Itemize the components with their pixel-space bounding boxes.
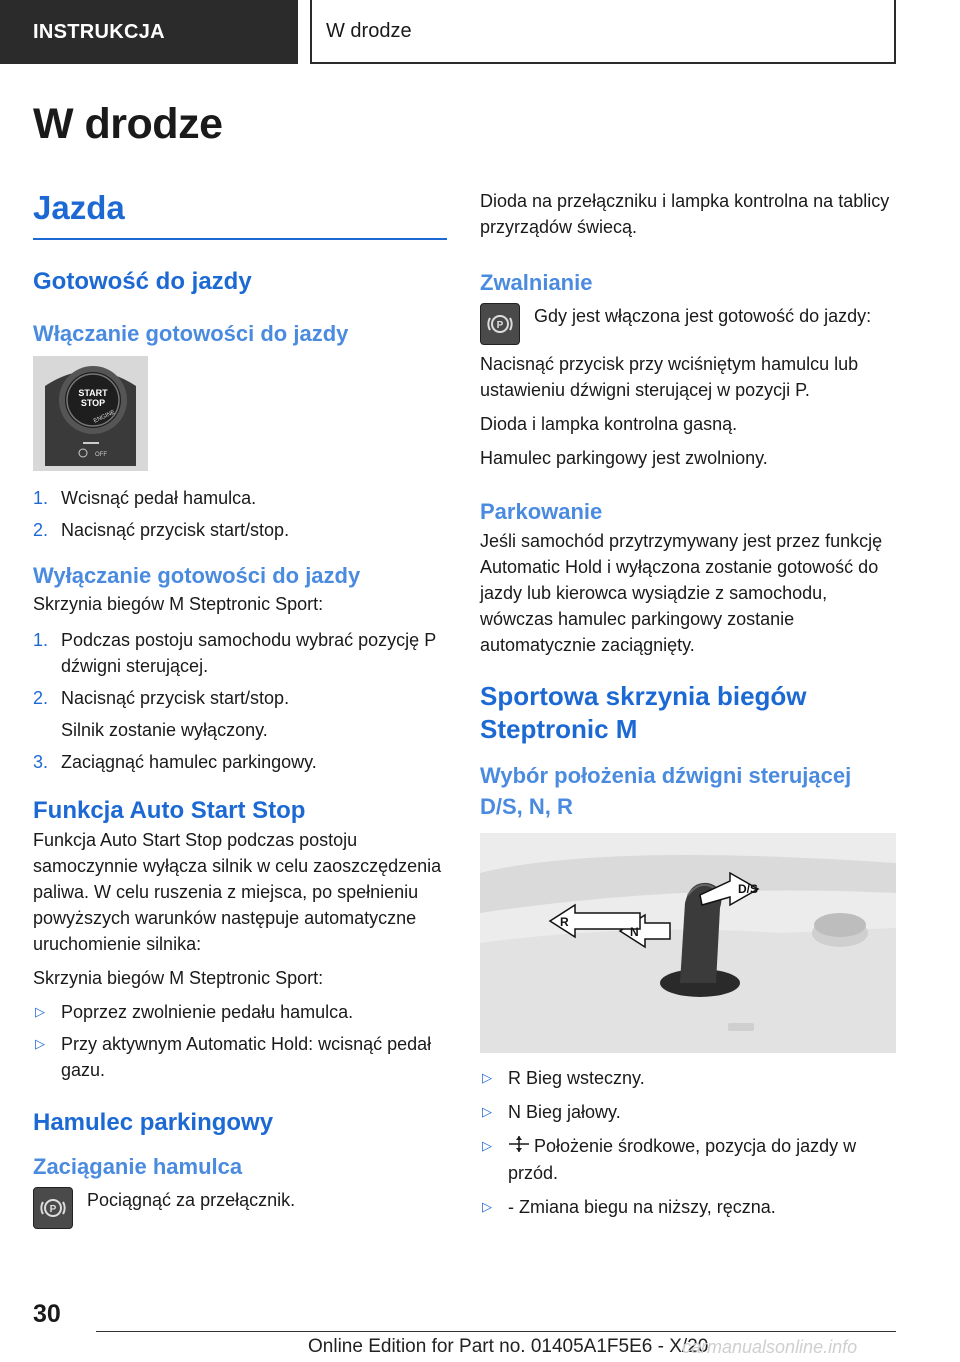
zwalnianie-p3: Hamulec parkingowy jest zwolniony. <box>480 447 768 468</box>
heading-wylaczanie: Wyłączanie gotowości do jazdy <box>33 562 361 588</box>
list-item: 2. Nacisnąć przycisk start/stop. <box>33 519 290 540</box>
heading-zaciaganie: Zaciąganie hamulca <box>33 1153 243 1179</box>
svg-text:P: P <box>49 1203 57 1215</box>
gear-ds-label: D/S <box>738 881 759 896</box>
list-item: ▷ Przy aktywnym Automatic Hold: wcisnąć pedał gazu. <box>33 1031 447 1083</box>
bullet-triangle-icon: ▷ <box>482 1137 492 1153</box>
parking-brake-icon <box>480 303 520 345</box>
bullet-triangle-icon: ▷ <box>35 1003 45 1019</box>
heading-jazda: Jazda <box>33 189 125 226</box>
right-column <box>480 188 896 1220</box>
watermark: carmanualsonline.info <box>682 1337 858 1357</box>
gear-r-label: R <box>560 914 569 929</box>
list-item: ▷ N Bieg jałowy. <box>480 1099 896 1125</box>
list-item: 3. Zaciągnąć hamulec parkingowy. <box>33 752 317 773</box>
manual-tab[interactable]: INSTRUKCJA <box>0 0 298 64</box>
zwalnianie-row <box>480 303 896 345</box>
footer-rule <box>96 1331 896 1332</box>
svg-text:P: P <box>496 319 504 331</box>
auto-bullets <box>33 999 447 1083</box>
parkowanie-text: Jeśli samochód przytrzymywany jest przez funkcję Automatic Hold i wyłączona zostanie gotowość do jazdy lub kierowca wysiądzie z samochodu, wówczas hamulec parkingowy zostanie automatycznie zaciągnięty. <box>480 530 883 655</box>
bullet-triangle-icon: ▷ <box>35 1035 45 1051</box>
heading-rule <box>33 238 447 240</box>
bullet-triangle-icon: ▷ <box>482 1069 492 1085</box>
heading-auto-start-stop: Funkcja Auto Start Stop <box>33 797 306 825</box>
edition-text: Online Edition for Part no. 01405A1F5E6 - X/20 <box>308 1336 709 1357</box>
wlaczanie-steps <box>33 485 447 543</box>
zwalnianie-line2: Nacisnąć przycisk przy wciśniętym hamulcu lub ustawieniu dźwigni sterującej w pozycji P. <box>480 353 859 400</box>
gear-selector-image <box>480 833 896 1053</box>
heading-wybor: Wybór położenia dźwigni sterującej D/S, N, R <box>480 763 852 819</box>
heading-zwalnianie: Zwalnianie <box>480 270 593 295</box>
parking-brake-icon <box>33 1187 73 1229</box>
wylaczanie-steps <box>33 627 447 775</box>
start-stop-button-icon <box>33 356 148 471</box>
heading-sportowa: Sportowa skrzynia biegów Steptronic M <box>480 680 807 745</box>
gear-n-label: N <box>630 924 639 939</box>
bullet-triangle-icon: ▷ <box>482 1103 492 1119</box>
bullet-triangle-icon: ▷ <box>482 1199 492 1215</box>
zaciaganie-text: Pociągnąć za przełącznik. <box>87 1189 296 1210</box>
list-item: ▷ R Bieg wsteczny. <box>480 1065 896 1091</box>
list-item: ▷ Poprzez zwolnienie pedału hamulca. <box>33 999 447 1025</box>
zaciaganie-row <box>33 1187 447 1229</box>
start-stop-button-image <box>33 356 148 471</box>
list-item: 1. Podczas postoju samochodu wybrać pozycję P dźwigni sterującej. <box>33 630 436 677</box>
list-item: 1. Wcisnąć pedał hamulca. <box>33 487 257 508</box>
page-number: 30 <box>33 1300 61 1328</box>
zwalnianie-p2: Dioda i lampka kontrolna gasną. <box>480 413 738 434</box>
page-title: W drodze <box>33 100 223 148</box>
off-label: OFF <box>95 451 107 458</box>
list-item: 2. Nacisnąć przycisk start/stop. Silnik zostanie wyłączony. <box>33 688 290 741</box>
start-label: START <box>78 387 108 398</box>
zwalnianie-line1: Gdy jest włączona jest gotowość do jazdy: <box>534 305 872 326</box>
heading-hamulec: Hamulec parkingowy <box>33 1108 274 1136</box>
auto-start-stop-text: Funkcja Auto Start Stop podczas postoju samoczynnie wyłącza silnik w celu zaoszczędzenia paliwa. W celu ruszenia z miejsca, po spełnieniu powyższych warunków następuje automatyczne uruchomienie silnika: <box>33 829 442 954</box>
heading-parkowanie: Parkowanie <box>480 498 603 524</box>
gear-neutral-symbol-icon <box>508 1134 534 1160</box>
header-bar <box>0 0 960 66</box>
right-intro: Dioda na przełączniku i lampka kontrolna na tablicy przyrządów świecą. <box>480 191 890 237</box>
list-item: ▷ - Zmiana biegu na niższy, ręczna. <box>480 1194 896 1220</box>
heading-gotowosc: Gotowość do jazdy <box>33 267 252 295</box>
section-tab[interactable]: W drodze <box>310 0 896 64</box>
engine-label: ENGINE <box>92 409 117 425</box>
wylaczanie-intro: Skrzynia biegów M Steptronic Sport: <box>33 594 324 615</box>
stop-label: STOP <box>80 397 106 408</box>
list-item: ▷ Położenie środkowe, pozycja do jazdy w przód. <box>480 1133 896 1186</box>
gear-lever-illustration <box>480 833 896 1053</box>
auto-intro: Skrzynia biegów M Steptronic Sport: <box>33 967 324 988</box>
left-column <box>33 188 447 1229</box>
heading-wlaczanie: Włączanie gotowości do jazdy <box>33 320 349 346</box>
gear-bullets <box>480 1065 896 1220</box>
